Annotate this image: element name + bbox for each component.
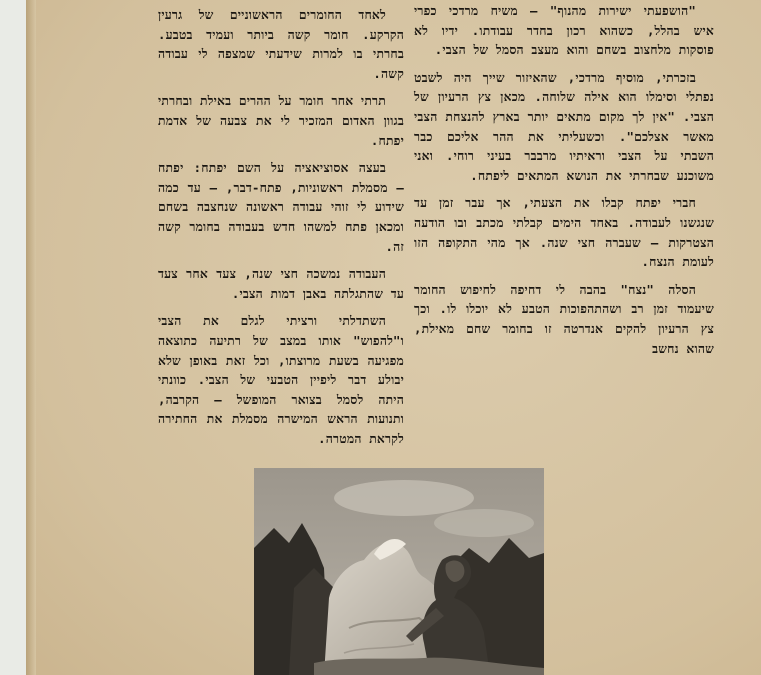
paragraph: בזכרתי, מוסיף מרדכי, שהאיזור שייך היה לשבט נפתלי וסימלו הוא אילה שלוחה. מכאן צץ הרעיון של הצבי. "אין לך מקום מתאים יותר בארץ להנצחת הצבי מאשר אצלכם". וכשעליתי את ההר אליכם כבר השבתי על הצבי וראיתיו מרבבר בעיני רוחי. ואני משוכנע שבחרתי את הנושא המתאים ליפתח. [414,70,714,183]
paragraph: העבודה נמשכה חצי שנה, צעד אחר צעד עד שהתגלתה באבן דמות הצבי. [158,267,404,301]
newsletter-page [26,0,761,675]
sculptor-photo [254,468,544,675]
paragraph: חברי יפתח קבלו את הצעתי, אך עבר זמן עד שנגשנו לעבודה. באחד הימים קבלתי מכתב ובו הודעה הצטרקות – שעברה חצי שנה. אך מהי התקופה הזו לעומת הנצח. [414,196,714,270]
text-column-right [414,2,714,367]
paragraph: הסלה "נצח" בהבה לי דחיפה לחיפוש החומר שיעמוד זמן רב ושהתהפוכות הטבע לא יוכלו לו. וכך צץ הרעיון להקים אנדרטה זו בחומר שחם מאילת, שהוא נחשב [414,282,714,356]
page-fold-shadow [26,0,36,675]
sculptor-photo-image [254,468,544,675]
paragraph: "הושפעתי ישירות מהנוף" – משיח מרדכי כפרי איש בהלל, כשהוא רכון בחדר עבודתו. ידיו לא פוסקות מלחצוב בשחם והוא מעצב הסמל של הצבי. [414,4,714,58]
text-column-left [158,6,404,457]
paragraph: בעצה אסוציאציה על השם יפתח: יפתח – מסמלת ראשוניות, פתח-דבר, – עד כמה שידוע לי זוהי עבודה ראשונה שנחצבה בשחם ומכאן פתח למשהו חדש בעבודה בחומר קשה זה. [158,161,404,254]
paragraph: השתדלתי ורציתי לגלם את הצבי ו"להפוש" אותו במצב של רתיעה כתוצאה מפגיעה בשעת מרוצתו, וכל זאת באופן שלא יבולע דבר ליפיין הטבעי של הצבי. כוונתי היתה לסמל בצואר המופשל – הקרבה, ותנועות הראש המישרה מסמלת את החתירה לקראת המטרה. [158,314,404,446]
paragraph: תרתי אחר חומר על ההרים באילת ובחרתי בגוון האדום המזכיר לי את צבעה של אדמת יפתח. [158,94,404,148]
paragraph: לאחד החומרים הראשוניים של גרעין הקרקע. חומר קשה ביותר ועמיד בטבע. בחרתי בו למרות שידעתי שמצפה לי עבודה קשה. [158,8,404,81]
